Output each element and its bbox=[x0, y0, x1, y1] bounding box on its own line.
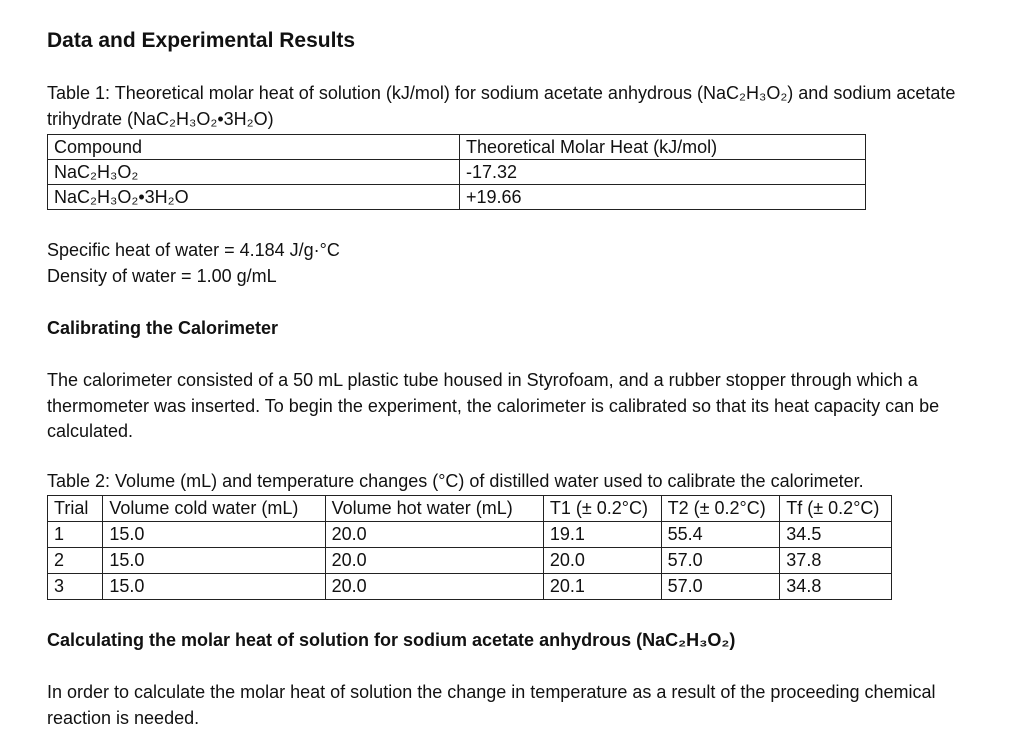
table-cell: 20.0 bbox=[325, 522, 543, 548]
density-text: Density of water = 1.00 g/mL bbox=[47, 266, 277, 286]
table-cell: 2 bbox=[48, 548, 103, 574]
anhydrous-paragraph: In order to calculate the molar heat of solution the change in temperature as a result of the proceeding chemical reaction is needed. bbox=[47, 682, 936, 728]
table-cell: 34.5 bbox=[780, 522, 892, 548]
table-row bbox=[48, 548, 892, 574]
molar-heat-table bbox=[47, 134, 866, 210]
table-header-row bbox=[48, 496, 892, 522]
table-cell: 34.8 bbox=[780, 574, 892, 600]
calibration-paragraph: The calorimeter consisted of a 50 mL plastic tube housed in Styrofoam, and a rubber stopper through which a thermometer was inserted. To begin the experiment, the calorimeter is calibrated so that its heat capacity can be calculated. bbox=[47, 370, 940, 441]
table-cell: 20.0 bbox=[543, 548, 661, 574]
anhydrous-heading: Calculating the molar heat of solution for sodium acetate anhydrous (NaC₂H₃O₂) bbox=[47, 630, 736, 650]
table-cell: 55.4 bbox=[661, 522, 780, 548]
table-row bbox=[48, 574, 892, 600]
table-cell: NaC₂H₃O₂•3H₂O bbox=[48, 185, 460, 210]
table-cell: 19.1 bbox=[543, 522, 661, 548]
table-header-row bbox=[48, 135, 866, 160]
table-cell: 20.0 bbox=[325, 574, 543, 600]
calibration-heading: Calibrating the Calorimeter bbox=[47, 318, 279, 338]
table-cell: 15.0 bbox=[103, 522, 325, 548]
table-header-cell: Trial bbox=[48, 496, 103, 522]
table-cell: 20.1 bbox=[543, 574, 661, 600]
table-cell: 15.0 bbox=[103, 574, 325, 600]
table-cell: 15.0 bbox=[103, 548, 325, 574]
calibration-table bbox=[47, 495, 892, 600]
table-cell: 20.0 bbox=[325, 548, 543, 574]
page-title: Data and Experimental Results bbox=[47, 29, 356, 52]
table-header-cell: Tf (± 0.2°C) bbox=[780, 496, 892, 522]
table2-caption: Table 2: Volume (mL) and temperature changes (°C) of distilled water used to calibrate the calorimeter. bbox=[47, 471, 864, 491]
table-cell: +19.66 bbox=[460, 185, 866, 210]
table-cell: NaC₂H₃O₂ bbox=[48, 160, 460, 185]
table-header-cell: Compound bbox=[48, 135, 460, 160]
table1-caption: Table 1: Theoretical molar heat of solution (kJ/mol) for sodium acetate anhydrous (NaC₂H₃O₂) and sodium acetate trihydrate (NaC₂H₃O₂•3H₂O) bbox=[47, 83, 956, 129]
table-row bbox=[48, 522, 892, 548]
table-cell: 3 bbox=[48, 574, 103, 600]
specific-heat-text: Specific heat of water = 4.184 J/g·°C bbox=[47, 240, 340, 260]
table-cell: 1 bbox=[48, 522, 103, 548]
table-header-cell: T2 (± 0.2°C) bbox=[661, 496, 780, 522]
table-header-cell: Volume hot water (mL) bbox=[325, 496, 543, 522]
table-cell: 57.0 bbox=[661, 548, 780, 574]
table-row bbox=[48, 160, 866, 185]
table-cell: 37.8 bbox=[780, 548, 892, 574]
table-header-cell: Volume cold water (mL) bbox=[103, 496, 325, 522]
table-header-cell: Theoretical Molar Heat (kJ/mol) bbox=[460, 135, 866, 160]
table-cell: -17.32 bbox=[460, 160, 866, 185]
table-header-cell: T1 (± 0.2°C) bbox=[543, 496, 661, 522]
table-cell: 57.0 bbox=[661, 574, 780, 600]
table-row bbox=[48, 185, 866, 210]
